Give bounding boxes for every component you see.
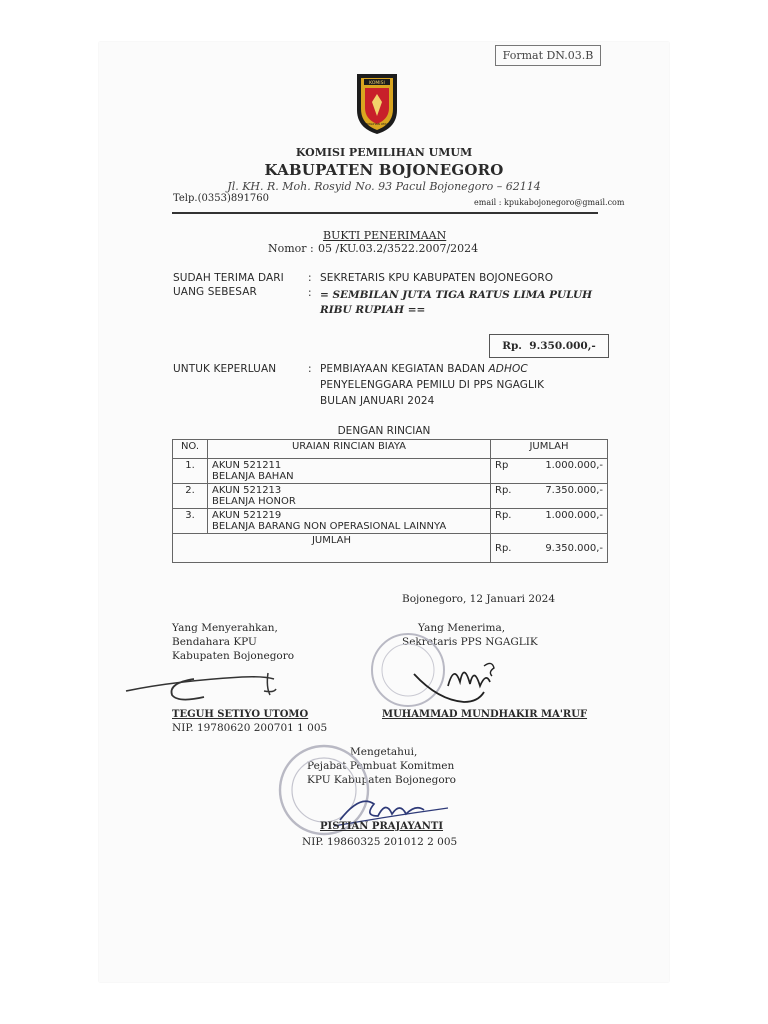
row-desc-text: BELANJA BAHAN [212,471,294,482]
left-role1: Yang Menyerahkan, [172,622,278,634]
row-currency: Rp [495,460,509,471]
row-account: AKUN 521211 [212,460,282,471]
table-row [173,509,608,534]
row-account: AKUN 521213 [212,485,282,496]
address: Jl. KH. R. Moh. Rosyid No. 93 Pacul Bojonegoro – 62114 [227,180,541,193]
amount-box [489,334,609,358]
number-label: Nomor : [268,242,314,255]
agency-name: KOMISI PEMILIHAN UMUM [295,146,473,159]
approver-role2: Pejabat Pembuat Komitmen [307,760,455,772]
amount-words-line2: RIBU RUPIAH == [320,304,426,316]
right-signature [408,652,508,710]
received-from-value: SEKRETARIS KPU KABUPATEN BOJONEGORO [320,272,554,284]
email: email : kpukabojonegoro@gmail.com [474,198,625,207]
left-role3: Kabupaten Bojonegoro [172,650,295,662]
right-role1: Yang Menerima, [418,622,506,634]
row-desc [208,459,491,484]
left-role2: Bendahara KPU [172,636,257,648]
received-from-label: SUDAH TERIMA DARI [173,272,284,284]
row-amount [491,509,608,534]
row-no: 1. [173,459,208,484]
approver-role1: Mengetahui, [350,746,418,758]
amount-label: UANG SEBESAR [173,286,257,298]
purpose-line1-b: ADHOC [488,363,528,375]
purpose-line1-a: PEMBIAYAAN KEGIATAN BADAN [320,363,489,375]
header-no: NO. [173,440,208,459]
total-currency: Rp. [495,542,512,554]
row-desc-text: BELANJA HONOR [212,496,296,507]
place-date: Bojonegoro, 12 Januari 2024 [402,593,556,605]
purpose-line3: BULAN JANUARI 2024 [320,395,435,407]
kpu-logo [351,70,403,136]
row-desc [208,484,491,509]
row-account: AKUN 521219 [212,510,282,521]
colon: : [308,272,312,284]
left-signature [124,667,284,707]
right-role2: Sekretaris PPS NGAGLIK [402,636,538,648]
header-desc: URAIAN RINCIAN BIAYA [208,440,491,459]
colon: : [308,287,312,299]
logo-bottom-text: PEMILIHAN UMUM [363,122,391,126]
row-desc [208,509,491,534]
receipt-title: BUKTI PENERIMAAN [323,229,447,242]
amount-box-currency: Rp. [502,340,522,352]
details-table [172,439,608,563]
row-currency: Rp. [495,485,512,496]
logo-top-text: KOMISI [369,81,385,86]
table-total-row [173,534,608,563]
purpose-line1 [320,363,528,375]
region-name: KABUPATEN BOJONEGORO [264,161,504,179]
total-amount [491,534,608,563]
total-amount-value: 9.350.000,- [545,542,603,554]
row-no: 2. [173,484,208,509]
left-signer-name: TEGUH SETIYO UTOMO [172,709,309,720]
row-amount-value: 1.000.000,- [545,460,603,471]
table-row [173,459,608,484]
colon: : [308,363,312,375]
approver-role3: KPU Kabupaten Bojonegoro [307,774,456,786]
table-header-row [173,440,608,459]
header-amount: JUMLAH [491,440,608,459]
purpose-line2: PENYELENGGARA PEMILU DI PPS NGAGLIK [320,379,545,391]
row-amount-value: 1.000.000,- [545,510,603,521]
amount-box-value: 9.350.000,- [529,340,596,352]
number-value: 05 /KU.03.2/3522.2007/2024 [318,242,479,255]
header-divider [172,212,598,214]
row-currency: Rp. [495,510,512,521]
row-desc-text: BELANJA BARANG NON OPERASIONAL LAINNYA [212,521,447,532]
approver-nip: NIP. 19860325 201012 2 005 [302,836,458,848]
row-amount [491,459,608,484]
row-amount [491,484,608,509]
right-signer-name: MUHAMMAD MUNDHAKIR MA'RUF [382,709,588,720]
purpose-label: UNTUK KEPERLUAN [173,363,277,375]
details-title: DENGAN RINCIAN [337,425,431,437]
amount-words-line1: = SEMBILAN JUTA TIGA RATUS LIMA PULUH [320,289,593,301]
table-row [173,484,608,509]
approver-name: PISTIAN PRAJAYANTI [320,821,444,832]
phone: Telp.(0353)891760 [173,193,270,204]
row-amount-value: 7.350.000,- [545,485,603,496]
total-label: JUMLAH [173,534,491,563]
row-no: 3. [173,509,208,534]
format-label: Format DN.03.B [495,45,601,66]
left-signer-nip: NIP. 19780620 200701 1 005 [172,722,328,734]
